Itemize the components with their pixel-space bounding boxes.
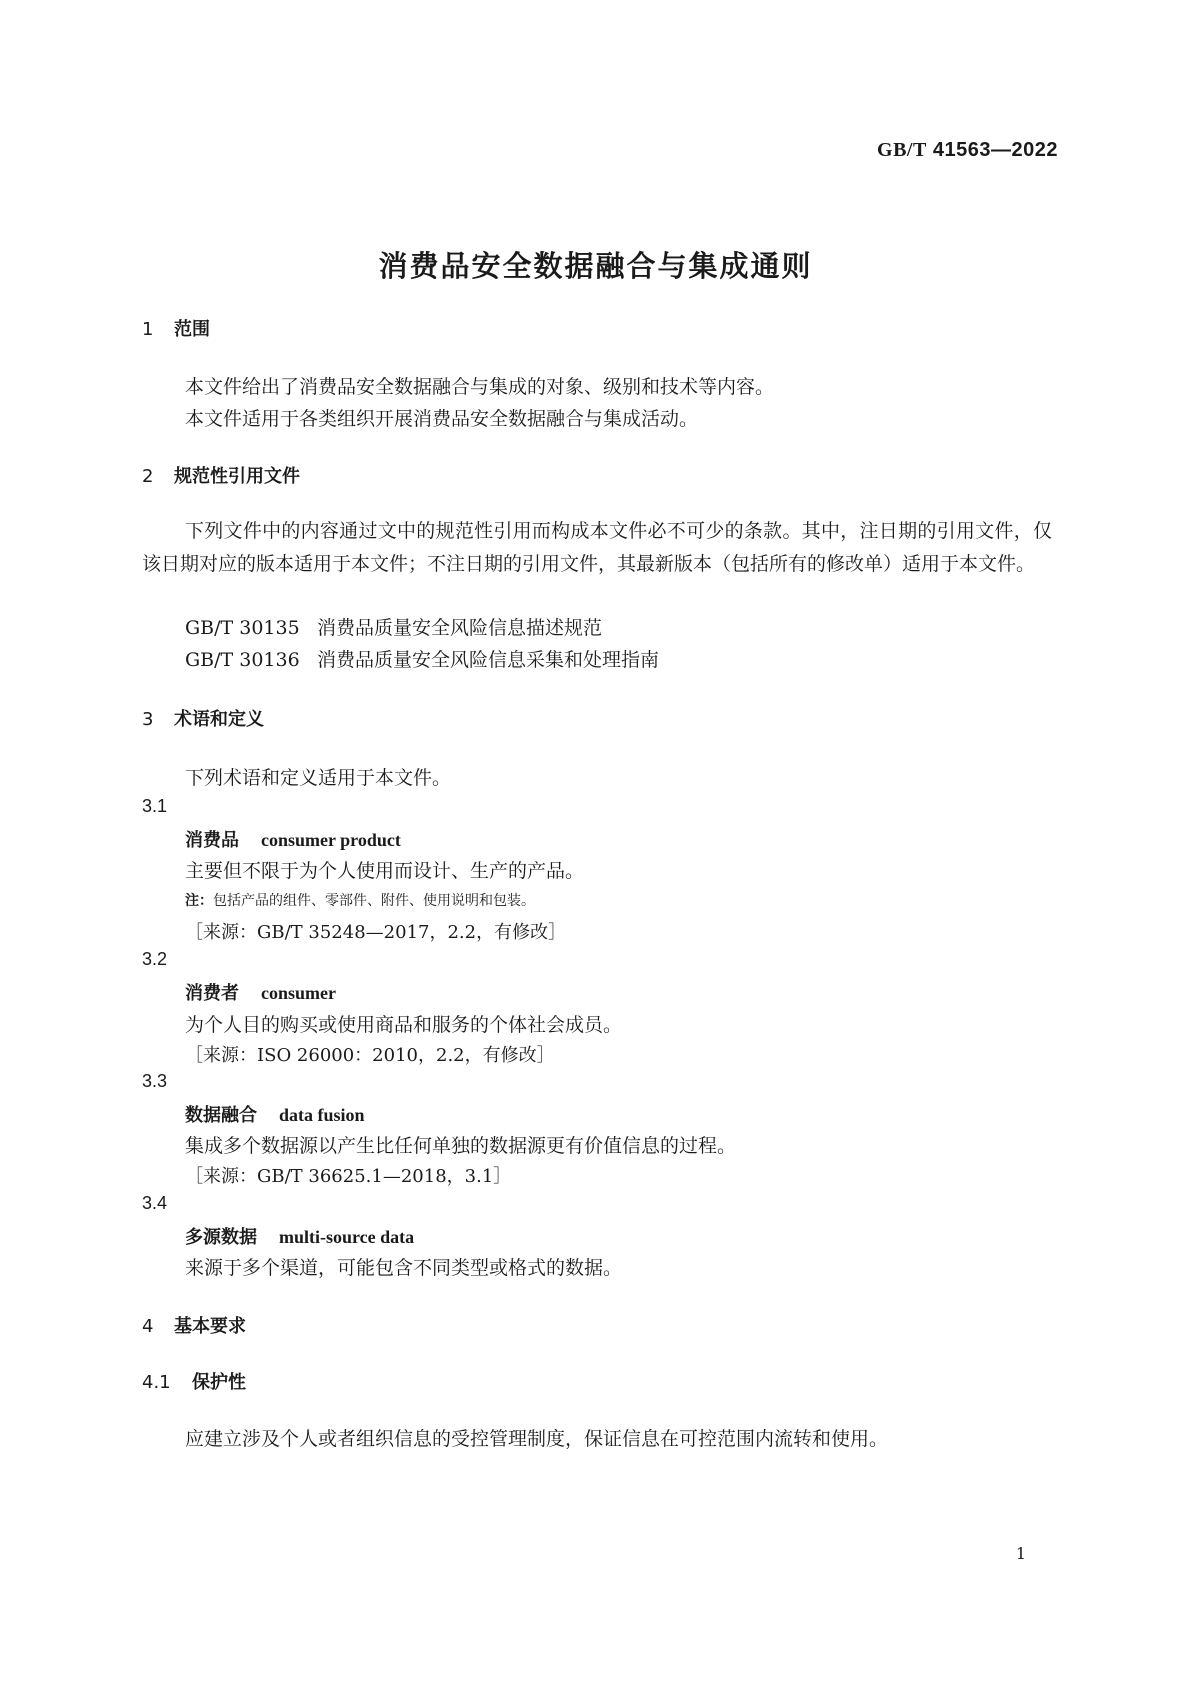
document-title: 消费品安全数据融合与集成通则 [378, 249, 813, 283]
subsection-4-1-heading: 4.1 保护性 [142, 1372, 246, 1393]
paragraph: 应建立涉及个人或者组织信息的受控管理制度，保证信息在可控范围内流转和使用。 [185, 1428, 889, 1450]
section-2-heading: 2 规范性引用文件 [142, 466, 300, 487]
section-4-heading: 4 基本要求 [142, 1316, 246, 1337]
term-heading: 多源数据 multi-source data [185, 1227, 415, 1248]
standard-code: GB/T 41563—2022 [877, 139, 1058, 161]
page-number: 1 [1015, 1544, 1026, 1563]
term-definition: 集成多个数据源以产生比任何单独的数据源更有价值信息的过程。 [185, 1135, 737, 1157]
normative-reference: GB/T 30136 消费品质量安全风险信息采集和处理指南 [185, 649, 660, 671]
paragraph: 下列术语和定义适用于本文件。 [185, 767, 452, 789]
term-definition: 主要但不限于为个人使用而设计、生产的产品。 [185, 860, 585, 882]
term-note: 注：包括产品的组件、零部件、附件、使用说明和包装。 [185, 893, 535, 909]
term-number: 3.4 [142, 1193, 168, 1213]
paragraph: 本文件给出了消费品安全数据融合与集成的对象、级别和技术等内容。 [185, 376, 775, 398]
term-heading: 消费品 consumer product [185, 830, 401, 851]
term-source: ［来源：GB/T 36625.1—2018，3.1］ [185, 1166, 512, 1187]
term-definition: 来源于多个渠道，可能包含不同类型或格式的数据。 [185, 1257, 623, 1279]
term-heading: 数据融合 data fusion [185, 1105, 365, 1126]
paragraph: 本文件适用于各类组织开展消费品安全数据融合与集成活动。 [185, 408, 699, 430]
section-3-heading: 3 术语和定义 [142, 709, 264, 730]
term-number: 3.2 [142, 949, 168, 969]
paragraph: 下列文件中的内容通过文中的规范性引用而构成本文件必不可少的条款。其中，注日期的引用文件，仅该日期对应的版本适用于本文件；不注日期的引用文件，其最新版本（包括所有的修改单）适用于本文件。 [142, 520, 1052, 575]
term-number: 3.3 [142, 1071, 168, 1091]
section-1-heading: 1 范围 [142, 319, 210, 340]
term-number: 3.1 [142, 796, 168, 816]
term-heading: 消费者 consumer [185, 983, 336, 1004]
normative-reference: GB/T 30135 消费品质量安全风险信息描述规范 [185, 617, 603, 639]
term-source: ［来源：GB/T 35248—2017，2.2，有修改］ [185, 922, 567, 943]
term-source: ［来源：ISO 26000：2010，2.2，有修改］ [185, 1045, 555, 1066]
term-definition: 为个人目的购买或使用商品和服务的个体社会成员。 [185, 1014, 623, 1036]
